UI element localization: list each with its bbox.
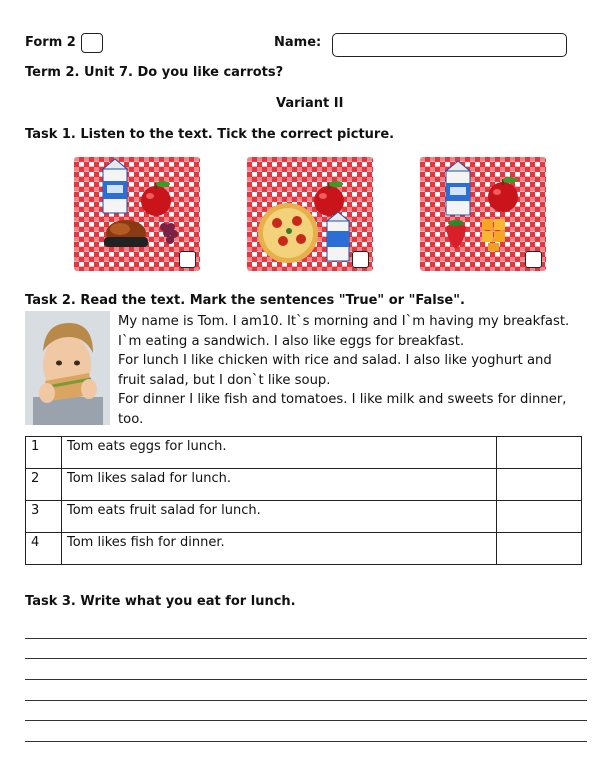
- story-text: [118, 312, 593, 430]
- apple-icon: [488, 177, 518, 212]
- row-statement: Tom eats fruit salad for lunch.: [62, 501, 497, 533]
- mango-icon: [482, 219, 505, 251]
- name-label: Name:: [274, 35, 322, 50]
- row-statement: Tom likes salad for lunch.: [62, 469, 497, 501]
- chicken-icon: [104, 220, 148, 247]
- unit-title: Term 2. Unit 7. Do you like carrots?: [25, 65, 284, 80]
- writing-line[interactable]: [25, 741, 587, 742]
- row-number: 2: [26, 469, 62, 501]
- picture-option-2[interactable]: [247, 157, 373, 271]
- row-number: 1: [26, 437, 62, 469]
- row-number: 3: [26, 501, 62, 533]
- task3-title: Task 3. Write what you eat for lunch.: [25, 594, 296, 609]
- table-row: [26, 533, 582, 565]
- story-line: too.: [118, 411, 144, 427]
- milk-carton-icon: [327, 212, 349, 261]
- table-row: [26, 469, 582, 501]
- milk-carton-icon: [446, 161, 470, 215]
- picture-option-1[interactable]: [74, 157, 200, 271]
- boy-eating-sandwich-icon: [25, 311, 110, 425]
- apple-icon: [314, 181, 344, 216]
- tick-box-1[interactable]: [179, 251, 196, 268]
- writing-line[interactable]: [25, 720, 587, 721]
- row-statement: Tom eats eggs for lunch.: [62, 437, 497, 469]
- true-false-table: [25, 436, 582, 565]
- writing-line[interactable]: [25, 658, 587, 659]
- story-line: fruit salad, but I don`t like soup.: [118, 372, 331, 388]
- writing-line[interactable]: [25, 700, 587, 701]
- tick-box-2[interactable]: [352, 251, 369, 268]
- milk-carton-icon: [103, 159, 127, 213]
- boy-photo: [25, 311, 110, 425]
- task2-title: Task 2. Read the text. Mark the sentences "True" or "False".: [25, 293, 465, 308]
- table-row: [26, 501, 582, 533]
- strawberry-icon: [446, 220, 466, 249]
- answer-cell[interactable]: [497, 501, 582, 533]
- apple-icon: [141, 181, 171, 216]
- answer-cell[interactable]: [497, 533, 582, 565]
- pizza-icon: [258, 203, 318, 263]
- picture-option-3[interactable]: [420, 157, 546, 271]
- story-line: My name is Tom. I am10. It`s morning and I`m having my breakfast.: [118, 314, 570, 329]
- form-label: Form 2: [25, 35, 76, 50]
- row-number: 4: [26, 533, 62, 565]
- form-number-box[interactable]: [81, 33, 103, 53]
- story-line: For lunch I like chicken with rice and salad. I also like yoghurt and: [118, 353, 552, 369]
- story-line: For dinner I like fish and tomatoes. I like milk and sweets for dinner,: [118, 392, 567, 408]
- writing-line[interactable]: [25, 638, 587, 639]
- name-field[interactable]: [332, 33, 567, 57]
- grapes-icon: [160, 223, 178, 244]
- variant-title: Variant II: [276, 96, 344, 111]
- answer-cell[interactable]: [497, 469, 582, 501]
- task1-title: Task 1. Listen to the text. Tick the correct picture.: [25, 127, 395, 142]
- table-row: [26, 437, 582, 469]
- answer-cell[interactable]: [497, 437, 582, 469]
- story-line: I`m eating a sandwich. I also like eggs for breakfast.: [118, 333, 465, 349]
- tick-box-3[interactable]: [525, 251, 542, 268]
- writing-line[interactable]: [25, 679, 587, 680]
- row-statement: Tom likes fish for dinner.: [62, 533, 497, 565]
